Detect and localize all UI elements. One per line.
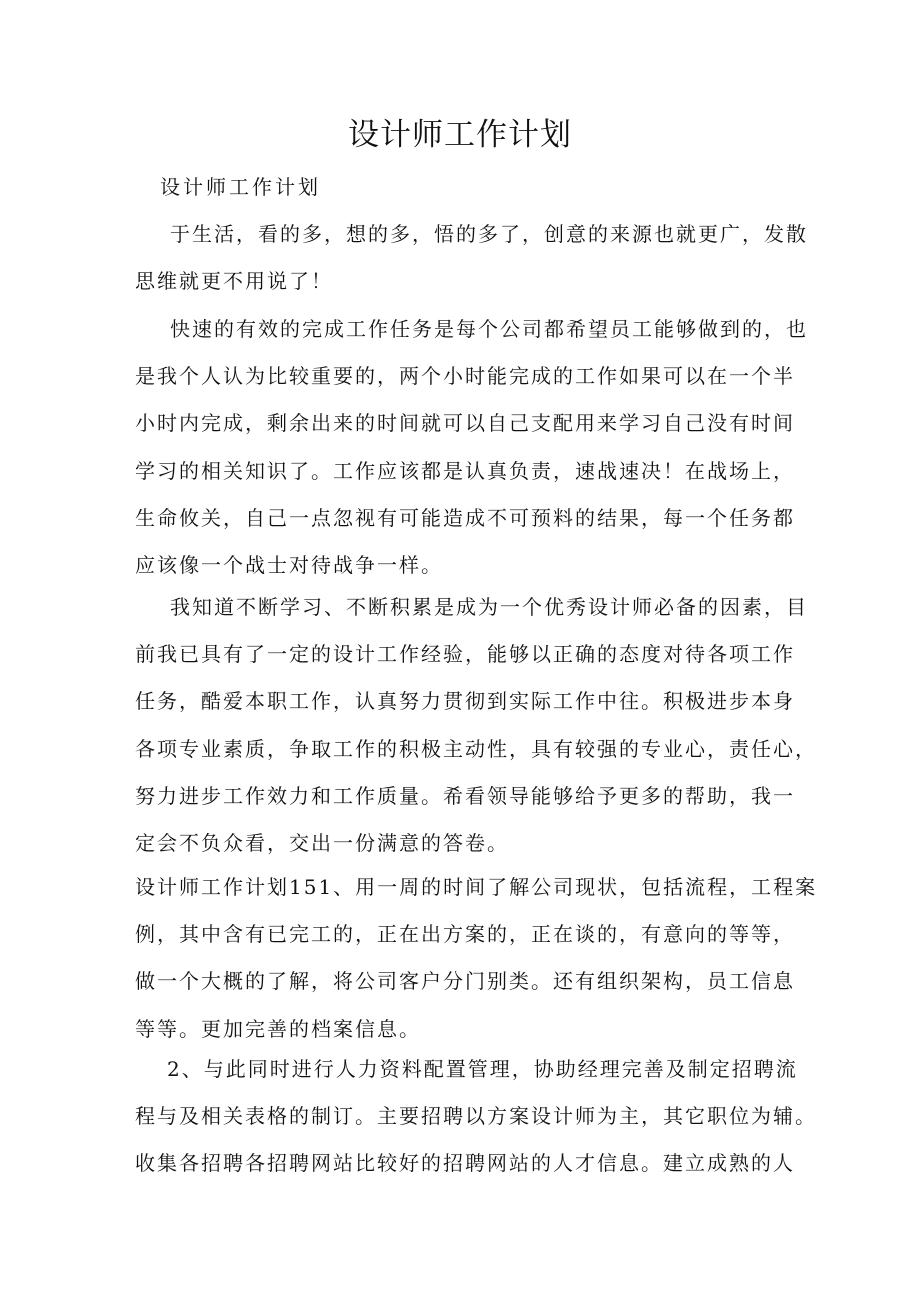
paragraph-line: 2、与此同时进行人力资料配置管理，协助经理完善及制定招聘流 <box>167 1057 798 1081</box>
paragraph-line: 是我个人认为比较重要的，两个小时能完成的工作如果可以在一个半 <box>135 364 795 389</box>
paragraph-line: 应该像一个战士对待战争一样。 <box>135 553 443 578</box>
paragraph-line: 我知道不断学习、不断积累是成为一个优秀设计师必备的因素，目 <box>170 595 808 619</box>
paragraph-line: 设计师工作计划151、用一周的时间了解公司现状，包括流程，工程案 <box>135 875 818 899</box>
paragraph-line: 前我已具有了一定的设计工作经验，能够以正确的态度对待各项工作 <box>135 642 795 667</box>
paragraph-line: 思维就更不用说了！ <box>135 269 333 294</box>
paragraph-line: 努力进步工作效力和工作质量。希看领导能够给予更多的帮助，我一 <box>135 783 795 808</box>
paragraph-line: 生命攸关，自己一点忽视有可能造成不可预料的结果，每一个任务都 <box>135 505 795 530</box>
paragraph-line: 任务，酷爱本职工作，认真努力贯彻到实际工作中往。积极进步本身 <box>135 689 795 714</box>
document-title: 设计师工作计划 <box>348 117 572 153</box>
paragraph-2 <box>135 306 808 589</box>
paragraph-1 <box>135 211 808 305</box>
paragraph-3 <box>135 584 817 867</box>
paragraph-line: 收集各招聘各招聘网站比较好的招聘网站的人才信息。建立成熟的人 <box>135 1151 795 1176</box>
paragraph-line: 程与及相关表格的制订。主要招聘以方案设计师为主，其它职位为辅。 <box>135 1104 817 1129</box>
document-subtitle: 设计师工作计划 <box>160 175 321 199</box>
paragraph-line: 于生活，看的多，想的多，悟的多了，创意的来源也就更广，发散 <box>170 222 808 246</box>
paragraph-4 <box>135 864 817 1053</box>
paragraph-line: 定会不负众看，交出一份满意的答卷。 <box>135 831 509 856</box>
paragraph-line: 快速的有效的完成工作任务是每个公司都希望员工能够做到的，也 <box>170 317 808 341</box>
paragraph-line: 做一个大概的了解，将公司客户分门别类。还有组织架构，员工信息 <box>135 969 795 994</box>
paragraph-line: 各项专业素质，争取工作的积极主动性，具有较强的专业心，责任心， <box>135 736 817 761</box>
paragraph-line: 例，其中含有已完工的，正在出方案的，正在谈的，有意向的等等， <box>135 922 795 947</box>
paragraph-line: 小时内完成，剩余出来的时间就可以自己支配用来学习自己没有时间 <box>135 411 795 436</box>
paragraph-5 <box>135 1046 817 1188</box>
paragraph-line: 学习的相关知识了。工作应该都是认真负责，速战速决！在战场上， <box>135 458 795 483</box>
paragraph-line: 等等。更加完善的档案信息。 <box>135 1016 421 1041</box>
